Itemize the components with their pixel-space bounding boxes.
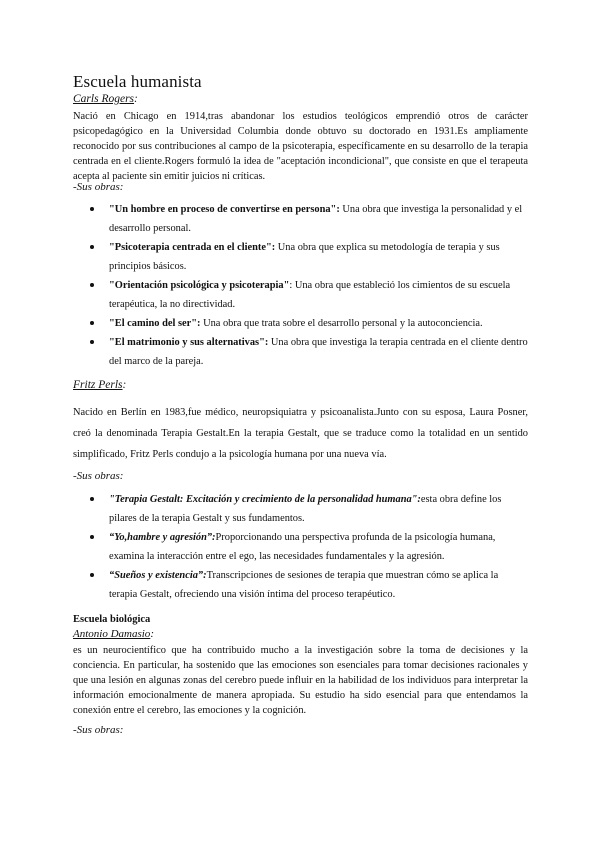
author-colon: : xyxy=(150,628,154,640)
damasio-works-label: -Sus obras: xyxy=(73,724,124,736)
work-desc: Una obra que investiga la personalidad y el desarrollo personal. xyxy=(109,204,523,234)
rogers-works-list xyxy=(73,200,528,371)
author-heading-damasio xyxy=(73,628,528,640)
author-name: Fritz Perls xyxy=(73,379,123,391)
author-name: Carls Rogers xyxy=(73,93,135,105)
author-colon: : xyxy=(134,93,138,105)
rogers-works-label: -Sus obras: xyxy=(73,181,124,193)
work-title: "Un hombre en proceso de convertirse en persona": xyxy=(109,204,340,215)
list-item xyxy=(73,200,528,238)
list-item xyxy=(73,238,528,276)
section-title-humanista: Escuela humanista xyxy=(73,72,202,91)
work-title: "Psicoterapia centrada en el cliente": xyxy=(109,242,276,253)
work-title: "El matrimonio y sus alternativas": xyxy=(109,337,269,348)
author-heading-rogers xyxy=(73,93,528,105)
author-heading-perls xyxy=(73,379,528,391)
perls-works-label: -Sus obras: xyxy=(73,470,124,482)
rogers-bio: Nació en Chicago en 1914,tras abandonar los estudios teológicos emprendió otros de carácter psicopedagógico en la Universidad Columbia donde obtuvo su doctorado en 1931.Es ampliamente reconocido por sus contribuciones al campo de la psicoterapia, específicamente en su desarrollo de la terapia centrada en el cliente.Rogers formuló la idea de "aceptación incondicional", que consiste en que el terapeuta acepta al paciente sin emitir juicios ni críticas. xyxy=(73,111,528,182)
perls-bio: Nacido en Berlín en 1983,fue médico, neuropsiquiatra y psicoanalista.Junto con su esposa, Laura Posner, creó la denominada Terapia Gestalt.En la terapia Gestalt, que se traduce como la totalidad en un sentido simplificado, Fritz Perls condujo a la psicología humana por una nueva vía. xyxy=(73,407,528,460)
author-colon: : xyxy=(122,379,127,391)
work-desc: Una obra que investiga la terapia centrada en el cliente dentro del marco de la pareja. xyxy=(109,337,528,367)
list-item xyxy=(73,528,528,566)
work-desc: Transcripciones de sesiones de terapia que muestran cómo se aplica la terapia Gestalt, ofreciendo una visión íntima del proceso terapéutico. xyxy=(109,570,499,600)
work-title: “Yo,hambre y agresión”: xyxy=(109,532,216,543)
work-title: "El camino del ser": xyxy=(109,318,201,329)
section-title-biologica: Escuela biológica xyxy=(73,614,151,625)
work-desc: : Una obra que estableció los cimientos de su escuela terapéutica, la no directividad. xyxy=(109,280,511,310)
work-title: "Orientación psicológica y psicoterapia" xyxy=(109,280,290,291)
list-item xyxy=(73,276,528,314)
work-desc: esta obra define los pilares de la terapia Gestalt y sus fundamentos. xyxy=(109,494,502,524)
work-desc: Proporcionando una perspectiva profunda de la psicología humana, examina la interacción entre el ego, las necesidades fundamentales y la agresión. xyxy=(109,532,496,562)
work-title: "Terapia Gestalt: Excitación y crecimiento de la personalidad humana": xyxy=(109,494,421,505)
damasio-bio: es un neurocientífico que ha contribuido mucho a la investigación sobre la toma de decisiones y la conciencia. En particular, ha sostenido que las emociones son esenciales para tomar decisiones racionales y que una lesión en algunas zonas del cerebro puede influir en la habilidad de los individuos para interpretar la información emocionalmente de manera apropiada. Su estudio ha sido esencial para que entendamos la conexión entre el cerebro, las emociones y la cognición. xyxy=(73,645,528,716)
work-desc: Una obra que explica su metodología de terapia y sus principios básicos. xyxy=(109,242,500,272)
perls-works-list xyxy=(73,490,528,604)
author-name: Antonio Damasio xyxy=(73,628,151,640)
list-item xyxy=(73,490,528,528)
work-title: “Sueños y existencia”: xyxy=(109,570,207,581)
work-desc: Una obra que trata sobre el desarrollo personal y la autoconciencia. xyxy=(200,318,483,329)
list-item xyxy=(73,333,528,371)
list-item xyxy=(73,314,528,333)
list-item xyxy=(73,566,528,604)
